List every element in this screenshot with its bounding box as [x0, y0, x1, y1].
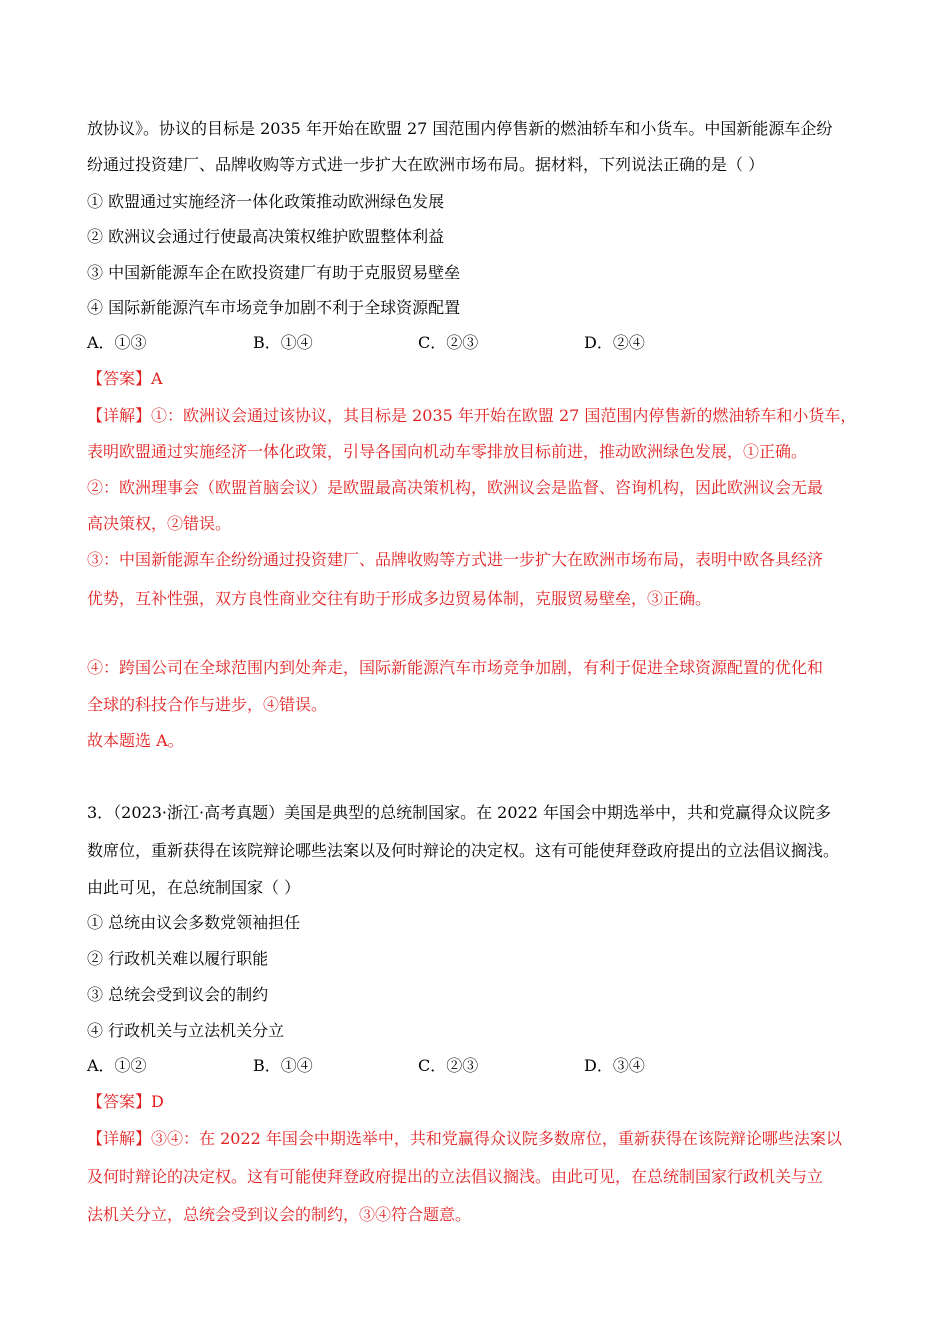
question-3-analysis-line-2: 及何时辩论的决定权。这有可能使拜登政府提出的立法倡议搁浅。由此可见，在总统制国家行政机关与立	[87, 1167, 824, 1186]
question-2-analysis-line-4: 高决策权，②错误。	[87, 514, 232, 533]
question-3-item-1: ① 总统由议会多数党领袖担任	[87, 913, 301, 932]
question-3-analysis-line-1: 【详解】③④：在 2022 年国会中期选举中，共和党赢得众议院多数席位，重新获得在该院辩论哪些法案以	[87, 1129, 842, 1148]
question-2-option-b: B．①④	[253, 333, 313, 352]
question-2-analysis-line-2: 表明欧盟通过实施经济一体化政策，引导各国向机动车零排放目标前进，推动欧洲绿色发展，①正确。	[87, 442, 808, 461]
question-3-option-d: D．③④	[584, 1056, 645, 1075]
question-2-option-d: D．②④	[584, 333, 645, 352]
question-3-answer: 【答案】D	[87, 1092, 164, 1111]
question-2-analysis-line-1: 【详解】①：欧洲议会通过该协议，其目标是 2035 年开始在欧盟 27 国范围内停售新的燃油轿车和小货车，	[87, 406, 857, 425]
question-2-stem-line-1: 放协议》。协议的目标是 2035 年开始在欧盟 27 国范围内停售新的燃油轿车和小货车。中国新能源车企纷	[87, 119, 833, 138]
question-2-options	[87, 333, 867, 353]
question-3-stem-line-2: 数席位，重新获得在该院辩论哪些法案以及何时辩论的决定权。这有可能使拜登政府提出的立法倡议搁浅。	[87, 841, 840, 860]
question-3-options	[87, 1056, 867, 1076]
question-2-item-1: ① 欧盟通过实施经济一体化政策推动欧洲绿色发展	[87, 192, 445, 211]
question-3-item-4: ④ 行政机关与立法机关分立	[87, 1021, 285, 1040]
question-2-item-2: ② 欧洲议会通过行使最高决策权维护欧盟整体利益	[87, 227, 445, 246]
question-2-analysis-line-3: ②：欧洲理事会（欧盟首脑会议）是欧盟最高决策机构，欧洲议会是监督、咨询机构，因此欧洲议会无最	[87, 478, 824, 497]
question-2-item-4: ④ 国际新能源汽车市场竞争加剧不利于全球资源配置	[87, 298, 461, 317]
question-3-analysis-line-3: 法机关分立，总统会受到议会的制约，③④符合题意。	[87, 1205, 472, 1224]
question-3-option-b: B．①④	[253, 1056, 313, 1075]
question-3-option-a: A．①②	[87, 1056, 147, 1075]
question-2-option-a: A．①③	[87, 333, 147, 352]
question-2-option-c: C．②③	[418, 333, 479, 352]
question-2-analysis-line-8: 全球的科技合作与进步，④错误。	[87, 695, 328, 714]
question-3-item-2: ② 行政机关难以履行职能	[87, 949, 269, 968]
question-2-answer: 【答案】A	[87, 369, 163, 388]
question-2-item-3: ③ 中国新能源车企在欧投资建厂有助于克服贸易壁垒	[87, 263, 461, 282]
question-3-item-3: ③ 总统会受到议会的制约	[87, 985, 269, 1004]
question-2-analysis-line-5: ③：中国新能源车企纷纷通过投资建厂、品牌收购等方式进一步扩大在欧洲市场布局，表明中欧各具经济	[87, 550, 824, 569]
question-2-stem-line-2: 纷通过投资建厂、品牌收购等方式进一步扩大在欧洲市场布局。据材料，下列说法正确的是（ ）	[87, 155, 765, 174]
question-3-stem-line-1: 3．（2023·浙江·高考真题）美国是典型的总统制国家。在 2022 年国会中期选举中，共和党赢得众议院多	[87, 803, 831, 822]
question-2-analysis-line-7: ④：跨国公司在全球范围内到处奔走，国际新能源汽车市场竞争加剧，有利于促进全球资源配置的优化和	[87, 658, 824, 677]
question-2-conclusion: 故本题选 A。	[87, 731, 184, 750]
question-2-analysis-line-6: 优势，互补性强，双方良性商业交往有助于形成多边贸易体制，克服贸易壁垒，③正确。	[87, 589, 712, 608]
question-3-option-c: C．②③	[418, 1056, 479, 1075]
question-3-stem-line-3: 由此可见，在总统制国家（ ）	[87, 878, 301, 897]
